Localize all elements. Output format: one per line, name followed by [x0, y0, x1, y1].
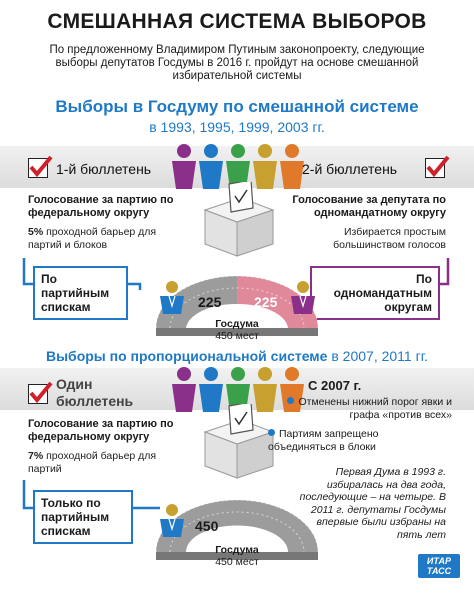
- party-lists-only-label: Только по партийным спискам: [33, 490, 133, 544]
- ballot-right-label: 2-й бюллетень: [302, 161, 398, 177]
- page-title: СМЕШАННАЯ СИСТЕМА ВЫБОРОВ: [47, 10, 427, 33]
- single-ballot-label: Один бюллетень: [56, 376, 134, 409]
- check-icon: [28, 158, 48, 178]
- bullet-blocks: Партиям запрещено объединяться в блоки: [268, 428, 379, 453]
- section1-heading: Выборы в Госдуму по смешанной системе: [55, 97, 419, 116]
- bullet-dot: [268, 429, 275, 436]
- bullet-dot: [287, 397, 294, 404]
- itar-tass-logo: ИТАР ТАСС: [418, 554, 460, 578]
- since-2007-heading: С 2007 г.: [308, 378, 362, 393]
- total-seats-count: 450: [195, 518, 219, 534]
- duma-caption: Госдума 450 мест: [215, 318, 259, 342]
- section2-vote-description: Голосование за партию по федеральному округу: [28, 418, 174, 443]
- left-threshold-note: 5% проходной барьер для партий и блоков: [28, 226, 157, 251]
- section1-years: в 1993, 1995, 1999, 2003 гг.: [149, 119, 325, 135]
- duma-caption: Госдума 450 мест: [215, 544, 259, 568]
- check-icon: [28, 384, 48, 404]
- left-vote-description: Голосование за партию по федеральному округу: [28, 194, 174, 219]
- district-deputy-icon: [289, 280, 317, 321]
- check-icon: [425, 158, 445, 178]
- duma-term-note: Первая Дума в 1993 г. избиралась на два года, последующие – на четыре. В 2011 г. депутаты Госдумы впервые были избраны на пять лет: [299, 466, 446, 541]
- section2-threshold-note: 7% проходной барьер для партий: [28, 450, 157, 475]
- right-vote-description: Голосование за депутата по одномандатному округу: [292, 194, 446, 219]
- section2-heading: Выборы по пропорциональной системе в 2007, 2011 гг.: [45, 348, 428, 364]
- party-deputy-icon: [158, 280, 186, 321]
- single-mandate-label: По одномандатным округам: [310, 266, 440, 320]
- party-deputy-icon: [158, 503, 186, 544]
- bullet-turnout: Отменены нижний порог явки и графа «против всех»: [262, 396, 452, 421]
- ballot-left-label: 1-й бюллетень: [56, 161, 152, 177]
- right-election-note: Избирается простым большинством голосов: [333, 226, 446, 251]
- party-seats-count: 225: [198, 294, 222, 310]
- district-seats-count: 225: [254, 294, 278, 310]
- intro-text: По предложенному Владимиром Путиным законопроекту, следующие выборы депутатов Госдумы в 2016 г. пройдут на основе смешанной избирательной системы: [49, 44, 425, 82]
- party-lists-label: По партийным спискам: [33, 266, 128, 320]
